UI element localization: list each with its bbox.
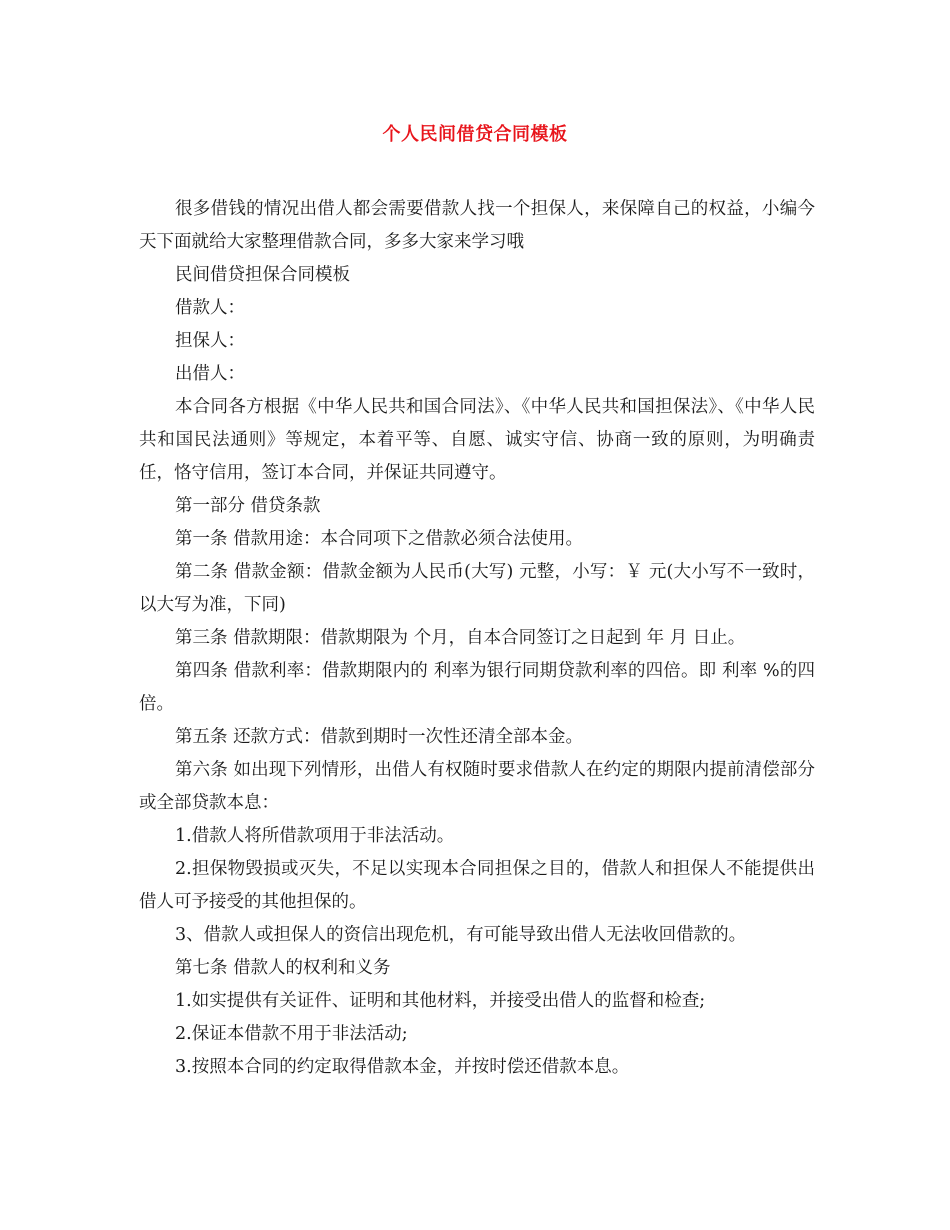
paragraph-article-3: 第三条 借款期限：借款期限为 个月，自本合同签订之日起到 年 月 日止。 [175, 628, 746, 648]
paragraph-article-7-item-2: 2.保证本借款不用于非法活动; [175, 1024, 408, 1044]
paragraph-article-7-item-3: 3.按照本合同的约定取得借款本金，并按时偿还借款本息。 [175, 1057, 630, 1077]
paragraph-article-6: 第六条 如出现下列情形，出借人有权随时要求借款人在约定的期限内提前清偿部分或全部贷款本息： [139, 760, 815, 813]
paragraph-article-5: 第五条 还款方式：借款到期时一次性还清全部本金。 [175, 727, 584, 747]
paragraph-borrower-label: 借款人： [175, 298, 245, 318]
document-body [139, 193, 815, 1084]
paragraph-article-2: 第二条 借款金额：借款金额为人民币(大写) 元整，小写：￥ 元(大小写不一致时，以大写为准，下同) [139, 562, 815, 615]
paragraph-article-7: 第七条 借款人的权利和义务 [175, 958, 391, 978]
paragraph-lender-label: 出借人： [175, 364, 245, 384]
paragraph-guarantor-label: 担保人： [175, 331, 245, 351]
document-title: 个人民间借贷合同模板 [382, 124, 568, 145]
paragraph-article-6-item-3: 3、借款人或担保人的资信出现危机，有可能导致出借人无法收回借款的。 [175, 925, 747, 945]
paragraph-article-6-item-2: 2.担保物毁损或灭失，不足以实现本合同担保之目的，借款人和担保人不能提供出借人可予接受的其他担保的。 [139, 859, 815, 912]
paragraph-article-4: 第四条 借款利率：借款期限内的 利率为银行同期贷款利率的四倍。即 利率 %的四倍。 [139, 661, 815, 714]
paragraph-article-7-item-1: 1.如实提供有关证件、证明和其他材料，并接受出借人的监督和检查; [175, 991, 706, 1011]
paragraph-template-heading: 民间借贷担保合同模板 [175, 265, 350, 285]
paragraph-article-6-item-1: 1.借款人将所借款项用于非法活动。 [175, 826, 455, 846]
paragraph-intro: 很多借钱的情况出借人都会需要借款人找一个担保人，来保障自己的权益，小编今天下面就给大家整理借款合同，多多大家来学习哦 [139, 199, 815, 252]
paragraph-part-one-heading: 第一部分 借贷条款 [175, 496, 321, 516]
paragraph-article-1: 第一条 借款用途：本合同项下之借款必须合法使用。 [175, 529, 584, 549]
paragraph-preamble: 本合同各方根据《中华人民共和国合同法》、《中华人民共和国担保法》、《中华人民共和国民法通则》等规定，本着平等、自愿、诚实守信、协商一致的原则，为明确责任，恪守信用，签订本合同，并保证共同遵守。 [139, 397, 815, 483]
